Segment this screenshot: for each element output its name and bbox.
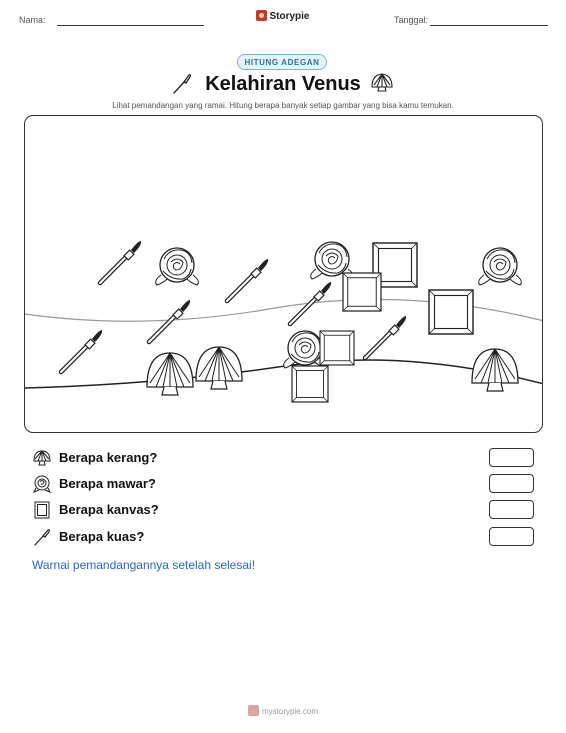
canvas-4 xyxy=(320,331,354,365)
date-line[interactable] xyxy=(430,25,548,26)
answer-box-shell[interactable] xyxy=(489,448,534,467)
question-rose xyxy=(32,474,232,496)
shell-3 xyxy=(472,349,518,391)
question-text: Berapa mawar? xyxy=(59,476,156,491)
question-text: Berapa kanvas? xyxy=(59,502,159,517)
rose-1 xyxy=(156,248,199,285)
question-shell xyxy=(32,448,232,470)
instructions: Lihat pemandangan yang ramai. Hitung berapa banyak setiap gambar yang bisa kamu temukan. xyxy=(112,101,454,110)
answer-box-rose[interactable] xyxy=(489,474,534,493)
brand-logo xyxy=(0,10,566,22)
question-canvas xyxy=(32,500,232,522)
footer xyxy=(0,705,566,716)
canvas-3 xyxy=(429,290,473,334)
rose-icon xyxy=(32,474,52,494)
answer-box-brush[interactable] xyxy=(489,527,534,546)
rose-3 xyxy=(479,248,522,285)
question-text: Berapa kuas? xyxy=(59,529,145,544)
brush-6 xyxy=(365,316,406,358)
activity-badge: HITUNG ADEGAN xyxy=(237,54,327,70)
title-shell-icon xyxy=(369,72,395,94)
coloring-note: Warnai pemandangannya setelah selesai! xyxy=(32,558,256,572)
name-line[interactable] xyxy=(57,25,204,26)
answer-box-canvas[interactable] xyxy=(489,500,534,519)
scene-illustration xyxy=(25,116,543,433)
footer-logo-icon xyxy=(248,705,259,716)
page-title: Kelahiran Venus xyxy=(205,73,361,95)
brand-name: Storypie xyxy=(269,11,310,22)
canvas-icon xyxy=(32,500,52,520)
shell-1 xyxy=(147,353,193,395)
footer-url: mystorypie.com xyxy=(261,707,318,716)
brush-4 xyxy=(290,282,331,324)
canvas-5 xyxy=(292,366,328,402)
brush-icon xyxy=(32,527,52,547)
counting-scene xyxy=(24,115,543,433)
shell-2 xyxy=(196,347,242,389)
brush-2 xyxy=(227,259,268,301)
canvas-2 xyxy=(343,273,381,311)
brush-5 xyxy=(61,330,102,372)
name-label: Nama: xyxy=(19,15,46,25)
logo-icon xyxy=(256,10,267,21)
question-text: Berapa kerang? xyxy=(59,450,158,465)
brush-1 xyxy=(100,241,141,283)
date-label: Tanggal: xyxy=(394,15,429,25)
shell-icon xyxy=(32,448,52,468)
question-brush xyxy=(32,527,232,549)
